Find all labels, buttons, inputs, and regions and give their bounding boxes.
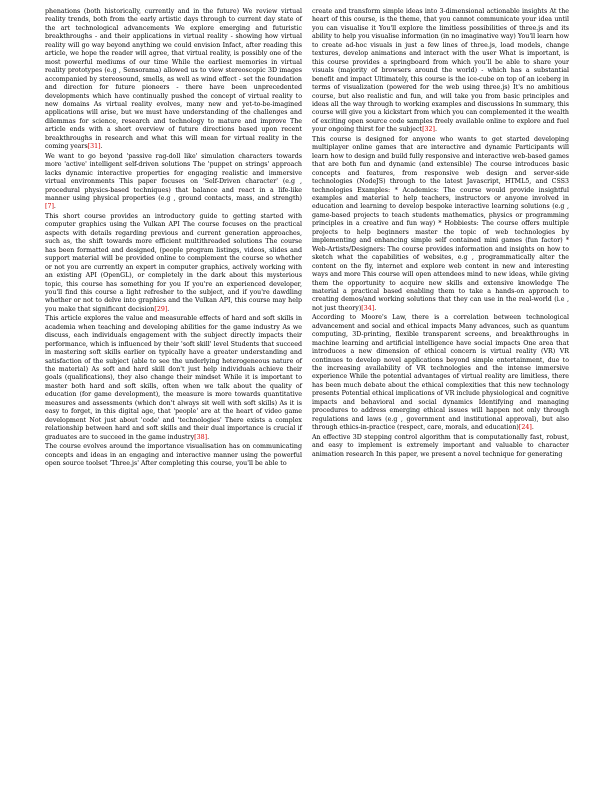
citation-link[interactable]: [38] <box>194 433 208 441</box>
left-text-column <box>45 8 302 469</box>
paragraph-vr-review <box>45 8 302 152</box>
citation-link[interactable]: [31] <box>87 143 101 151</box>
paragraph-text: The course evolves around the importance visualisation has on communicating concepts and ideas in an engaging and interactive manner using the powerful open source toolset 'Three.js' After completing this course, you'll be able to <box>45 443 302 468</box>
paragraph-text: We want to go beyond 'passive rag-doll like' simulation characters towards more 'active' intelligent self-driven solutions The 'puppet on strings' approach lacks dynamic interactive properties for engaging realistic and immersive virtual environments This paper focuses on 'Self-Driven character' (e.g , procedural physics-based techniques) that balance and react in a life-like manner using physical properties (e.g , ground contacts, mass, and strength) <box>45 152 302 202</box>
citation-link[interactable]: [7] <box>45 203 54 211</box>
paragraph-end: . <box>531 424 534 432</box>
paragraph-text: This course is designed for anyone who wants to get started developing multiplayer online games that are interactive and dynamic Participants will learn how to design and build fully responsive and interactive web-based games that are both fun and dynamic (and extensible) The course introduces basic concepts and features, from responsive web design and server-side technologies (NodeJS) through to the latest Javascript, HTML5, and CSS3 technologies Examples: * Academics: The course would provide insightful examples and material to help teachers, instructors or anyone involved in education and learning to develop bespoke interactive learning solutions (e.g , game-based projects to teach students mathematics, physics or programming principles in a creative and fun way) * Hobbiests: The course offers multiple projects to help beginners master the topic of web technologies by implementing and enhancing simple self contained mini games (fun factor) * Web-Artists/Designers: The course provides information and insights on how to sketch what the capabilities of websites, e.g , programmatically alter the content on the fly, internet and explore web content in new and interesting ways and more This course will open attendees mind to new ideas, while giving them the opportunity to acquire new skills and extensive knowledge The material a practical based enabling them to take a hands-on approach to creating demos/and working solutions that they can use in the real-world (i.e , not just theory) <box>312 135 569 312</box>
right-text-column <box>312 8 569 460</box>
paragraph-stepping-control <box>312 434 569 459</box>
paragraph-end: . <box>435 126 438 134</box>
citation-link[interactable]: [34] <box>361 304 375 312</box>
paragraph-text: This article explores the value and measurable effects of hard and soft skills in academia when teaching and developing abilities for the game industry As we discuss, each individuals engagement with the subject directly impacts their performance, which is influenced by their 'soft skill' level Students that succeed in mastering soft skills earlier on typically have a greater understanding and satisfaction of the subject (able to see the underlying heterogeneous nature of the material) As soft and hard skill don't just help individuals achieve their goals (qualifications), they also change their mindset While it is important to master both hard and soft skills, often when we talk about the quality of education (for game development), the measure is more towards quantitative measures and assessments (which don't always sit well with soft skills) As it is easy to forget, in this digital age, that 'people' are at the heart of video game development Not just about 'code' and 'technologies' There exists a complex relationship between hard and soft skills and their dual importance is crucial if graduates are to succeed in the game industry <box>45 315 302 441</box>
paragraph-self-driven-characters <box>45 153 302 212</box>
paragraph-end: . <box>374 304 377 312</box>
paragraph-hard-soft-skills <box>45 315 302 442</box>
paragraph-text: phenations (both historically, currently and in the future) We review virtual reality trends, both from the early artistic days through to current day state of the art technological advancements We explore emerging and futuristic breakthroughs - and their applications in virtual reality - showing how virtual reality will go way beyond anything we could envision Infact, after reading this article, we hope the reader will agree, that virtual reality, is possibly one of the most powerful mediums of our time While the earliest memories in virtual reality prototypes (e.g , Sensorama) allowed us to view stereoscopic 3D images accompanied by stereosound, smells, as well as wind effect - set the foundation and direction for future pioneers - there have been unprecedented developments which have continually pushed the concept of virtual reality to new domains As virtual reality evolves, many new and yet-to-be-imagined applications will arise, but we must have understanding of the challenges and dilemmas for science, research and technology to mature and improve The article ends with a short overview of future directions based upon recent breakthroughs in research and what this will mean for virtual reality in the coming years <box>45 8 302 151</box>
paragraph-threejs-course-end <box>312 8 569 135</box>
paragraph-multiplayer-games-course <box>312 136 569 314</box>
paragraph-end: . <box>207 433 210 441</box>
citation-link[interactable]: [29] <box>154 305 168 313</box>
paragraph-text: According to Moore's Law, there is a correlation between technological advancement and social and ethical impacts Many advances, such as quantum computing, 3D-printing, flexible transparent screens, and breakthroughs in machine learning and artificial intelligence have social impacts One area that introduces a new dimension of ethical concern is virtual reality (VR) VR continues to develop novel applications beyond simple entertainment, due to the increasing availability of VR technologies and the intense immersive experience While the potential advantages of virtual reality are limitless, there has been much debate about the ethical complexities that this new technology presents Potential ethical implications of VR include physiological and cognitive impacts and behavioral and social dynamics Identifying and managing procedures to address emerging ethical issues will happen not only through regulations and laws (e.g , government and institutional approval), but also through ethics-in-practice (respect, care, morals, and education) <box>312 314 569 432</box>
paragraph-threejs-course-start <box>45 443 302 468</box>
paragraph-vr-ethics <box>312 314 569 432</box>
paragraph-text: create and transform simple ideas into 3-dimensional actionable insights At the heart of this course, is the theme, that you cannot communicate your idea until you can visualise it You'll explore the limitless possibilities of three.js and its ability to help you visualise information (in no imaginative way) You'll learn how to create ad-hoc visuals in just a few lines of three.js, load models, change textures, develop animations and interact with the user What is important, is this course provides a springboard from which you'll be able to share your visuals (majority of browsers around the world) - which has a substantial benefit and impact Ultimately, this course is the ice-cube on top of an iceberg in terms of visualization (powered for the web using three.js) It's no ambitious course, but also realistic and fun, and will take you from basic principles and ideas all the way through to working examples and discussions In summary, this course will give you a kickstart from which you can complemented it the wealth of exciting open source code samples freely available online to explore and fuel your ongoing thirst for the subject <box>312 8 569 134</box>
citation-link[interactable]: [24] <box>518 424 532 432</box>
paragraph-end: . <box>100 143 103 151</box>
paragraph-text: This short course provides an introductory guide to getting started with computer graphics using the Vulkan API The course focuses on the practical aspects with details regarding previous and current generation approaches, such as, the shift towards more efficient multithreaded solutions The course has been formatted and designed, (people program listings, videos, slides and support material will be provided online to complement the course so whether or not you are currently an expert in computer graphics, actively working with an existing API (OpenGL), or completely in the dark about this mysterious topic, this course has something for you If you're an experienced developer, you'll find this course a light refresher to the subject, and if you're dawdling whether or not to delve into graphics and the Vulkan API, this course may help you make that significant decision <box>45 212 302 313</box>
paragraph-vulkan-course <box>45 213 302 314</box>
paragraph-end: . <box>53 203 56 211</box>
paragraph-end: . <box>167 305 170 313</box>
paragraph-text: An effective 3D stepping control algorithm that is computationally fast, robust, and easy to implement is extremely important and valuable to character animation research In this paper, we present a novel technique for generating <box>312 433 569 458</box>
citation-link[interactable]: [32] <box>422 126 435 134</box>
